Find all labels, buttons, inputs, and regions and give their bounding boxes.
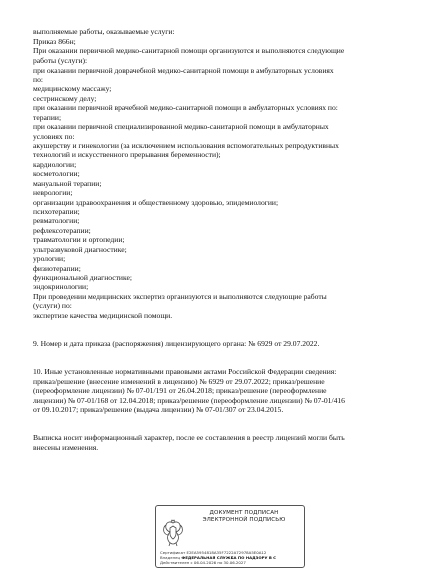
text-line: неврологии;	[33, 188, 73, 197]
owner-value: ФЕДЕРАЛЬНАЯ СЛУЖБА ПО НАДЗОРУ В С	[181, 555, 277, 560]
text-line: ультразвуковой диагностике;	[33, 245, 127, 254]
text-line: 9. Номер и дата приказа (распоряжения) лицензирующего органа: № 6929 от 29.07.2022.	[33, 339, 320, 348]
text-line: физиотерапии;	[33, 264, 81, 273]
text-line: работы (услуги):	[33, 56, 88, 65]
text-line: экспертизе качества медицинской помощи.	[33, 311, 173, 320]
signature-title-line: ЭЛЕКТРОННОЙ ПОДПИСЬЮ	[202, 517, 286, 523]
owner-label: Владелец	[160, 555, 181, 560]
text-line: по:	[33, 75, 43, 84]
text-line: организации здравоохранения и общественному здоровью, эпидемиологии;	[33, 198, 279, 207]
text-line: ревматологии;	[33, 216, 80, 225]
text-line: эндокринологии;	[33, 282, 89, 291]
text-line: при оказании первичной доврачебной медико-санитарной помощи в амбулаторных условиях	[33, 66, 334, 75]
text-line: травматологии и ортопедии;	[33, 235, 125, 244]
text-line: от 09.10.2017; приказ/решение (выдача лицензии) № 07-01/307 от 23.04.2015.	[33, 405, 284, 414]
text-line: при оказании первичной врачебной медико-санитарной помощи в амбулаторных условиях по:	[33, 103, 338, 112]
text-line: мануальной терапии;	[33, 179, 102, 188]
text-line: Выписка носит информационный характер, после ее составления в реестр лицензий могли быть	[33, 433, 345, 442]
text-line: функциональной диагностике;	[33, 273, 132, 282]
text-line: 10. Иные установленные нормативными правовыми актами Российской Федерации сведения:	[33, 367, 337, 376]
text-line: выполняемые работы, оказываемые услуги:	[33, 27, 175, 36]
signature-title	[188, 510, 300, 524]
certificate-label: Сертификат	[160, 550, 186, 555]
text-line: лицензии) № 07-01/168 от 12.04.2018; приказ/решение (переоформление лицензии) № 07-01/416	[33, 396, 345, 405]
text-line: психотерапии;	[33, 207, 80, 216]
text-line: сестринскому делу;	[33, 94, 97, 103]
electronic-signature-stamp	[155, 505, 305, 568]
text-line: (переоформление лицензии) № 07-01/191 от 26.04.2018; приказ/решение (переоформление	[33, 386, 327, 395]
text-line: При оказании первичной медико-санитарной помощи организуются и выполняются следующие	[33, 46, 345, 55]
text-line: приказ/решение (внесение изменений в лицензию) № 6929 от 29.07.2022; приказ/решение	[33, 377, 325, 386]
text-line: рефлексотерапии;	[33, 226, 91, 235]
text-line: акушерству и гинекологии (за исключением использования вспомогательных репродуктивных	[33, 141, 339, 150]
text-line: медицинскому массажу;	[33, 84, 112, 93]
validity-line: Действителен с 06.04.2026 по 30.06.2027	[160, 560, 246, 565]
text-line: При проведении медицинских экспертиз организуются и выполняются следующие работы	[33, 292, 327, 301]
certificate-value: E2EA5954818A35F7222A72978A5E0A12	[186, 550, 267, 555]
text-line: кардиологии;	[33, 160, 77, 169]
text-line: терапии;	[33, 113, 62, 122]
text-line: косметологии;	[33, 169, 80, 178]
text-line: технологий и искусственного прерывания беременности);	[33, 150, 221, 159]
text-line: условиях по:	[33, 132, 75, 141]
text-line: (услуги) по:	[33, 301, 72, 310]
text-line: Приказ 866н;	[33, 37, 76, 46]
text-line: внесены изменения.	[33, 443, 99, 452]
signature-title-line: ДОКУМЕНТ ПОДПИСАН	[209, 510, 279, 516]
text-line: урологии;	[33, 254, 66, 263]
text-line: при оказании первичной специализированной медико-санитарной помощи в амбулаторных	[33, 122, 329, 131]
coat-of-arms-icon	[161, 519, 185, 547]
